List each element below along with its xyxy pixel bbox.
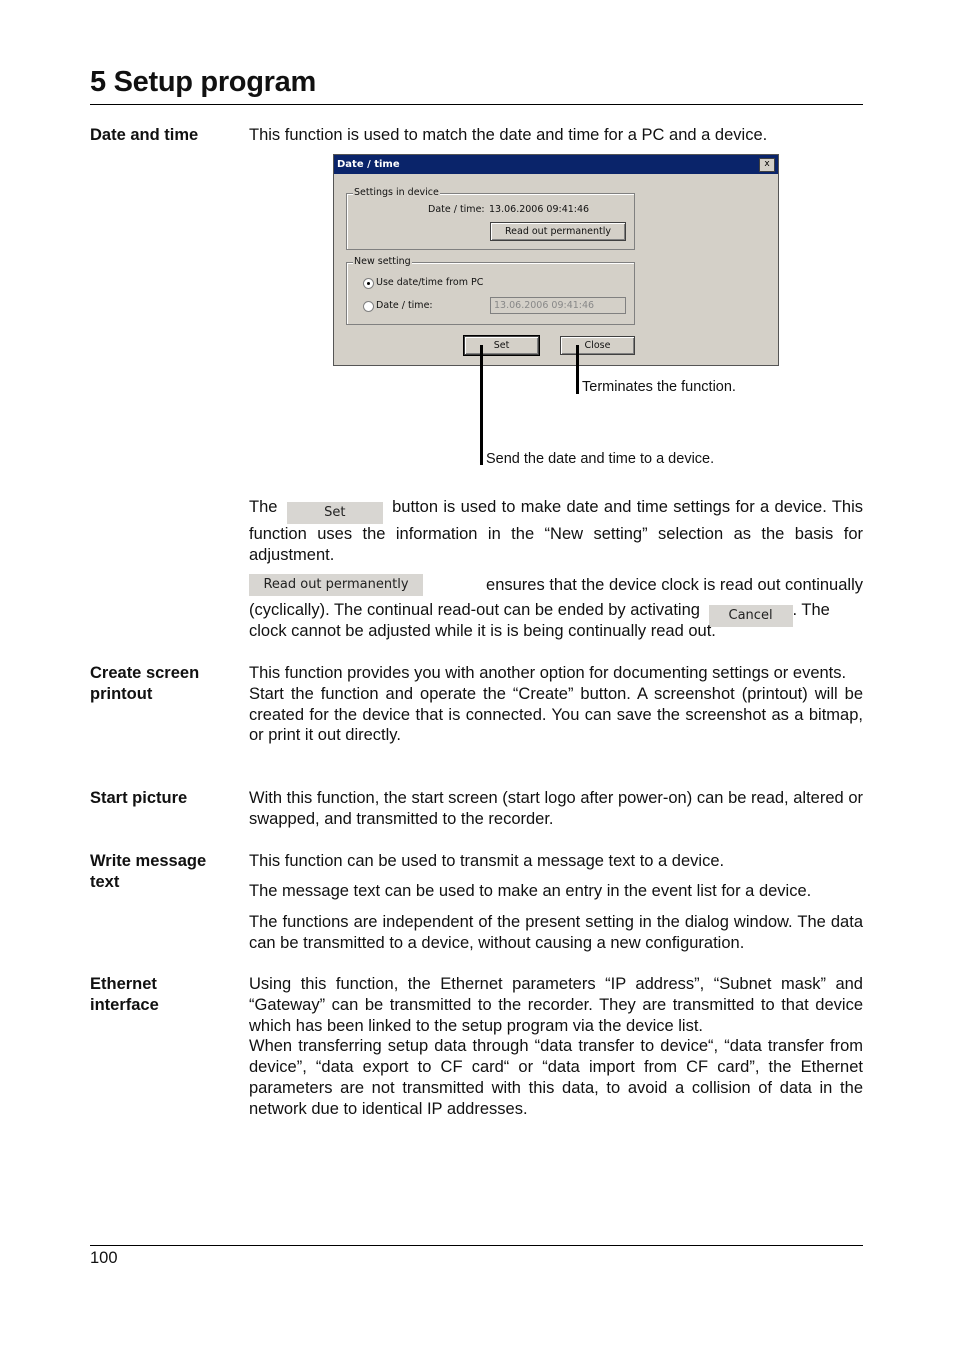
date-time-intro: This function is used to match the date and time for a PC and a device. — [249, 126, 768, 144]
device-datetime-label: Date / time: — [428, 204, 485, 215]
readout-text-2-pre: (cyclically). The continual read-out can be ended by activating — [249, 601, 700, 619]
device-datetime-value: 13.06.2006 09:41:46 — [489, 204, 590, 215]
inline-readout-button: Read out permanently — [249, 574, 423, 596]
radio-use-pc-time[interactable] — [363, 278, 374, 289]
read-out-permanently-button[interactable]: Read out permanently — [490, 222, 626, 241]
page-number: 100 — [90, 1249, 118, 1267]
write-message-p1: This function can be used to transmit a message text to a device. — [249, 852, 725, 870]
header-rule — [90, 104, 863, 105]
new-setting-legend: New setting — [354, 256, 411, 267]
dialog-title-bar — [334, 155, 778, 174]
readout-line-3: clock cannot be adjusted while it is is being continually read out. — [249, 622, 716, 640]
set-explanation-post: button is used to make date and time settings for a device. This function uses the information in the “New setting” selection as the basis for adjustment. — [249, 498, 864, 564]
write-message-p3: The functions are independent of the present setting in the dialog window. The data can be transmitted to a device, without causing a new configuration. — [249, 913, 863, 952]
close-button[interactable]: Close — [560, 336, 635, 355]
readout-text-1: ensures that the device clock is read out continually — [486, 575, 863, 594]
start-picture-text: With this function, the start screen (start logo after power-on) can be read, altered or swapped, and transmitted to the recorder. — [249, 789, 863, 828]
date-time-dialog — [333, 154, 779, 366]
set-explanation-pre: The — [249, 498, 278, 516]
settings-in-device-legend: Settings in device — [354, 187, 439, 198]
inline-set-button: Set — [287, 502, 383, 524]
section-label-start-picture: Start picture — [90, 789, 188, 807]
set-button[interactable]: Set — [464, 336, 539, 355]
dialog-title: Date / time — [337, 159, 400, 170]
screen-printout-text — [249, 663, 863, 746]
screen-printout-p2: Start the function and operate the “Create” button. A screenshot (printout) will be created for the device that is connected. You can save the screenshot as a bitmap, or print it out directly. — [249, 684, 863, 745]
ethernet-p2: When transferring setup data through “data transfer to device“, “data transfer from device”, “data export to CF card“ or “data import from CF card”, the Ethernet parameters are not transmitted with this data, to avoid a collision of data in the network due to identical IP addresses. — [249, 1037, 863, 1118]
close-pointer-line — [576, 345, 579, 394]
screen-printout-label-2: printout — [90, 685, 153, 703]
set-explanation — [249, 497, 863, 566]
use-pc-time-label: Use date/time from PC — [376, 277, 484, 288]
manual-datetime-field[interactable]: 13.06.2006 09:41:46 — [490, 297, 626, 314]
close-icon[interactable]: x — [759, 158, 775, 172]
chapter-title: 5 Setup program — [90, 66, 316, 98]
new-setting-group — [346, 256, 635, 325]
footer-rule — [90, 1245, 863, 1246]
manual-time-label: Date / time: — [376, 300, 433, 311]
readout-line-1 — [249, 574, 863, 596]
ethernet-label-2: interface — [90, 996, 159, 1014]
inline-cancel-button: Cancel — [709, 605, 793, 627]
readout-text-2-post: . The — [792, 601, 830, 619]
ethernet-label-1: Ethernet — [90, 975, 157, 993]
set-annotation: Send the date and time to a device. — [486, 451, 715, 467]
set-pointer-line — [480, 345, 483, 465]
radio-manual-time[interactable] — [363, 301, 374, 312]
settings-in-device-group — [346, 187, 635, 250]
section-label-screen-printout — [90, 663, 240, 705]
ethernet-text — [249, 974, 863, 1120]
close-annotation: Terminates the function. — [582, 379, 736, 395]
section-label-date-time: Date and time — [90, 126, 199, 144]
write-message-p2: The message text can be used to make an entry in the event list for a device. — [249, 882, 812, 900]
write-message-label-1: Write message — [90, 852, 207, 870]
screen-printout-p1: This function provides you with another option for documenting settings or events. — [249, 664, 847, 682]
section-label-write-message — [90, 851, 240, 893]
screen-printout-label-1: Create screen — [90, 664, 200, 682]
section-label-ethernet — [90, 974, 240, 1016]
ethernet-p1: Using this function, the Ethernet parameters “IP address”, “Subnet mask” and “Gateway” can be transmitted to the recorder. They are transmitted to that device which has been linked to the setup program via the device list. — [249, 975, 863, 1035]
write-message-label-2: text — [90, 873, 120, 891]
